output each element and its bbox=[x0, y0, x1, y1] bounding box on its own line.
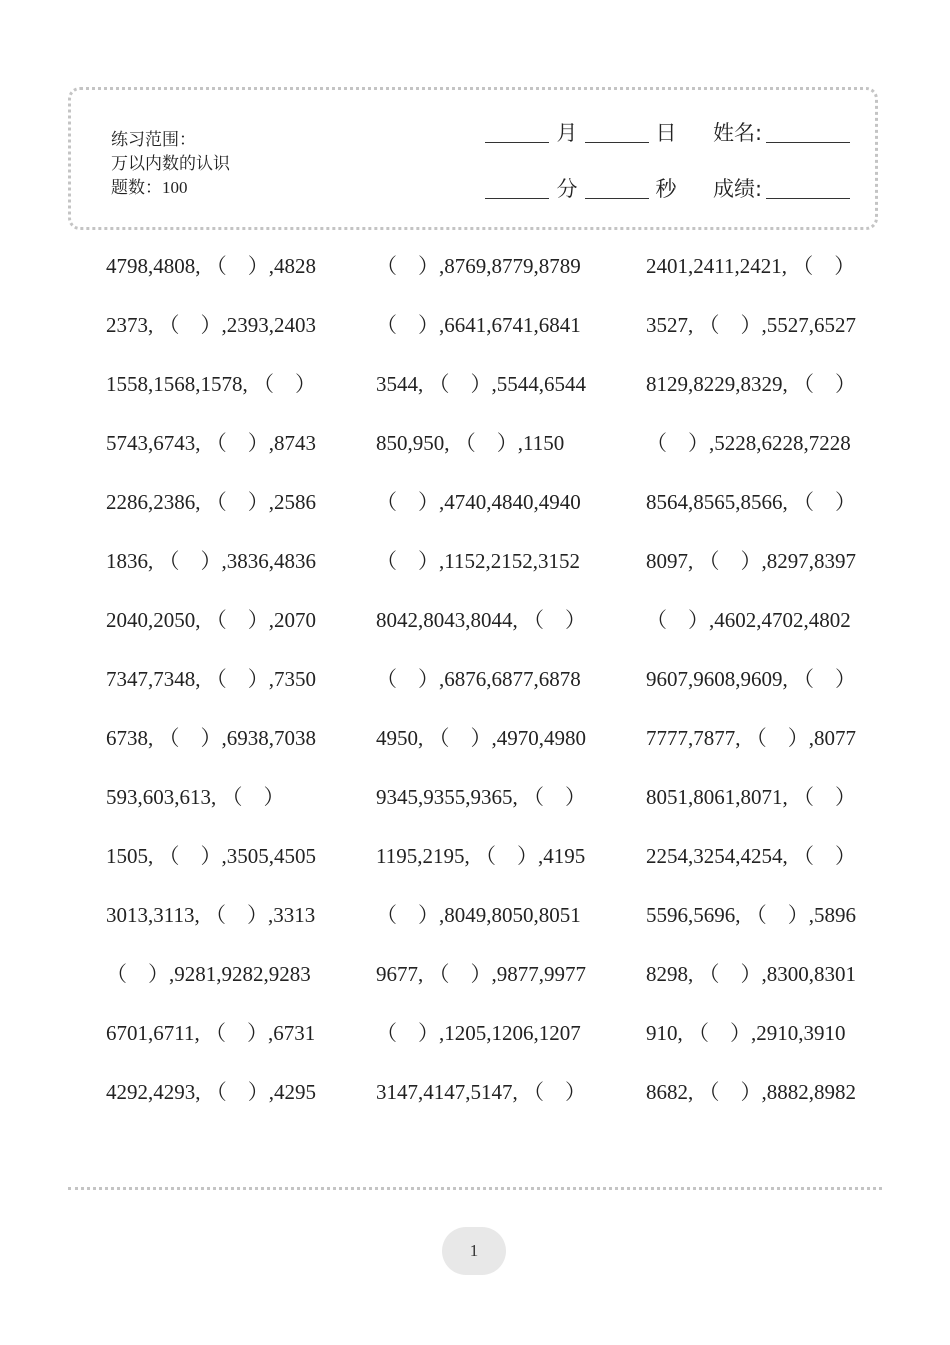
problem-item: 5743,6743, （ ）,8743 bbox=[106, 431, 316, 455]
second-label: 秒 bbox=[655, 177, 677, 201]
problem-item: 4798,4808, （ ）,4828 bbox=[106, 254, 316, 278]
problem-item: 2286,2386, （ ）,2586 bbox=[106, 490, 316, 514]
problem-row bbox=[0, 1062, 950, 1121]
problem-item: 593,603,613, （ ） bbox=[106, 785, 285, 809]
problem-item: 7347,7348, （ ）,7350 bbox=[106, 667, 316, 691]
problem-item: 8051,8061,8071, （ ） bbox=[646, 785, 856, 809]
question-count bbox=[111, 176, 230, 200]
problem-item: （ ）,8769,8779,8789 bbox=[376, 254, 581, 278]
problem-item: 8682, （ ）,8882,8982 bbox=[646, 1080, 856, 1104]
month-blank[interactable] bbox=[485, 142, 549, 143]
practice-range-label: 练习范围： bbox=[111, 130, 196, 150]
problem-row bbox=[0, 1003, 950, 1062]
score-blank[interactable] bbox=[766, 198, 850, 199]
problem-item: 3147,4147,5147, （ ） bbox=[376, 1080, 586, 1104]
problem-item: 4950, （ ）,4970,4980 bbox=[376, 726, 586, 750]
footer-divider bbox=[68, 1187, 882, 1190]
page-number: 1 bbox=[442, 1227, 506, 1275]
problem-item: 2373, （ ）,2393,2403 bbox=[106, 313, 316, 337]
problem-item: （ ）,9281,9282,9283 bbox=[106, 962, 311, 986]
problem-row bbox=[0, 472, 950, 531]
problem-item: 8298, （ ）,8300,8301 bbox=[646, 962, 856, 986]
problem-row bbox=[0, 885, 950, 944]
problem-item: 3013,3113, （ ）,3313 bbox=[106, 903, 316, 927]
question-count-value: 100 bbox=[162, 178, 188, 197]
minute-label: 分 bbox=[556, 177, 578, 201]
problem-item: 9345,9355,9365, （ ） bbox=[376, 785, 586, 809]
problem-row bbox=[0, 826, 950, 885]
problem-grid bbox=[0, 236, 950, 1121]
problem-item: 9677, （ ）,9877,9977 bbox=[376, 962, 586, 986]
day-blank[interactable] bbox=[585, 142, 649, 143]
problem-item: 2401,2411,2421, （ ） bbox=[646, 254, 856, 278]
problem-item: （ ）,1152,2152,3152 bbox=[376, 549, 580, 573]
problem-item: 8564,8565,8566, （ ） bbox=[646, 490, 856, 514]
problem-item: 3544, （ ）,5544,6544 bbox=[376, 372, 586, 396]
problem-row bbox=[0, 295, 950, 354]
problem-item: 5596,5696, （ ）,5896 bbox=[646, 903, 856, 927]
problem-row bbox=[0, 767, 950, 826]
minute-blank[interactable] bbox=[485, 198, 549, 199]
problem-item: 9607,9608,9609, （ ） bbox=[646, 667, 856, 691]
date-name-row bbox=[485, 118, 850, 148]
problem-item: （ ）,5228,6228,7228 bbox=[646, 431, 851, 455]
problem-row bbox=[0, 354, 950, 413]
month-label: 月 bbox=[556, 121, 578, 145]
problem-row bbox=[0, 590, 950, 649]
problem-row bbox=[0, 708, 950, 767]
problem-item: 2254,3254,4254, （ ） bbox=[646, 844, 856, 868]
problem-item: 850,950, （ ）,1150 bbox=[376, 431, 565, 455]
problem-row bbox=[0, 413, 950, 472]
problem-item: （ ）,4740,4840,4940 bbox=[376, 490, 581, 514]
problem-item: （ ）,6641,6741,6841 bbox=[376, 313, 581, 337]
problem-item: 6738, （ ）,6938,7038 bbox=[106, 726, 316, 750]
name-blank[interactable] bbox=[766, 142, 850, 143]
problem-row bbox=[0, 236, 950, 295]
problem-item: 8097, （ ）,8297,8397 bbox=[646, 549, 856, 573]
problem-item: 7777,7877, （ ）,8077 bbox=[646, 726, 856, 750]
name-label: 姓名: bbox=[713, 121, 763, 145]
problem-item: （ ）,6876,6877,6878 bbox=[376, 667, 581, 691]
practice-topic: 万以内数的认识 bbox=[111, 154, 230, 174]
second-blank[interactable] bbox=[585, 198, 649, 199]
day-label: 日 bbox=[655, 121, 677, 145]
problem-item: 2040,2050, （ ）,2070 bbox=[106, 608, 316, 632]
problem-item: （ ）,4602,4702,4802 bbox=[646, 608, 851, 632]
problem-item: 3527, （ ）,5527,6527 bbox=[646, 313, 856, 337]
time-score-row bbox=[485, 174, 850, 204]
problem-item: （ ）,8049,8050,8051 bbox=[376, 903, 581, 927]
worksheet-info bbox=[111, 128, 230, 200]
worksheet-header bbox=[68, 87, 878, 230]
problem-item: 8042,8043,8044, （ ） bbox=[376, 608, 586, 632]
problem-item: 1505, （ ）,3505,4505 bbox=[106, 844, 316, 868]
problem-item: 910, （ ）,2910,3910 bbox=[646, 1021, 846, 1045]
problem-item: （ ）,1205,1206,1207 bbox=[376, 1021, 581, 1045]
question-count-label: 题数： bbox=[111, 178, 162, 198]
problem-row bbox=[0, 944, 950, 1003]
problem-row bbox=[0, 531, 950, 590]
problem-row bbox=[0, 649, 950, 708]
problem-item: 1836, （ ）,3836,4836 bbox=[106, 549, 316, 573]
problem-item: 4292,4293, （ ）,4295 bbox=[106, 1080, 316, 1104]
problem-item: 6701,6711, （ ）,6731 bbox=[106, 1021, 316, 1045]
problem-item: 8129,8229,8329, （ ） bbox=[646, 372, 856, 396]
problem-item: 1195,2195, （ ）,4195 bbox=[376, 844, 586, 868]
score-label: 成绩: bbox=[713, 177, 763, 201]
problem-item: 1558,1568,1578, （ ） bbox=[106, 372, 316, 396]
